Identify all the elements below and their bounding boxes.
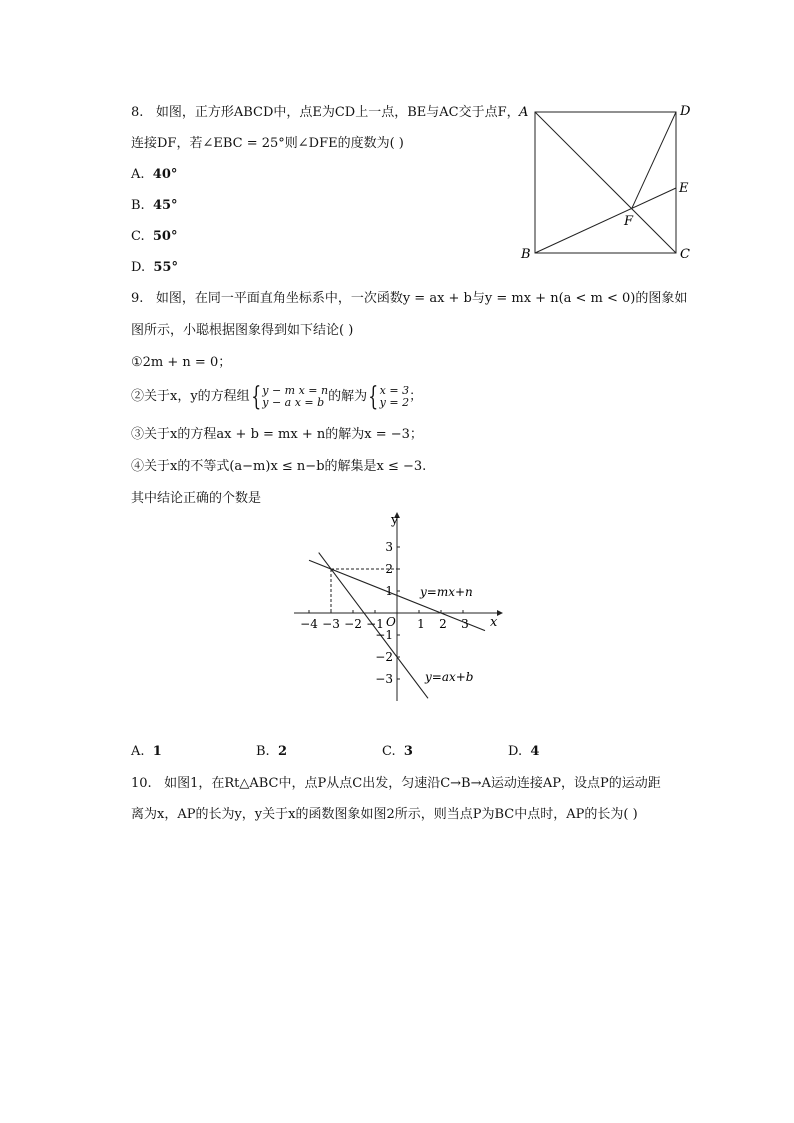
q9-coordinate-graph [280,505,520,705]
x-tick-label: −2 [344,617,362,631]
diagonal-ac [535,112,676,253]
q9-conclusion-4: ④关于x的不等式(a−m)x ≤ n−b的解集是x ≤ −3. [131,459,427,474]
origin-label: O [386,615,396,629]
option-letter: C. [382,744,396,759]
q9-number: 9. [131,291,144,306]
label-d: D [680,104,691,119]
q9-conclusion-1: ①2m + n = 0； [131,355,232,370]
q8-option-d[interactable] [131,259,178,277]
q9-option-d[interactable] [508,743,539,761]
q10-line1 [131,775,661,793]
q9-option-b[interactable] [256,743,287,761]
y-tick-label: 3 [385,540,393,554]
option-value: 2 [277,744,287,759]
q10-stem-line2: 离为x，AP的长为y，y关于x的函数图象如图2所示，则当点P为BC中点时，AP的长为( ) [131,807,638,822]
q8-line1 [131,104,520,122]
q9-option-c[interactable] [382,743,413,761]
x-tick-label: −3 [322,617,340,631]
option-letter: C. [131,229,145,244]
equation-system [262,385,328,409]
solution-system [380,385,409,409]
x-axis-arrow [497,610,503,616]
q10-number: 10. [131,776,152,791]
label-e: E [679,181,689,196]
option-value: 4 [530,744,540,759]
option-value: 50° [152,229,178,244]
system-eq1: y − m x = n [262,384,329,397]
q9-option-a[interactable] [131,743,162,761]
option-value: 1 [152,744,162,759]
label-c: C [680,247,690,262]
solution-x: x = 3 [379,384,410,397]
y-tick-label: −1 [375,628,393,642]
option-letter: A. [131,167,145,182]
y-axis-label: y [391,513,399,528]
y-tick-label: −3 [375,672,393,686]
label-b: B [521,247,531,262]
segment-df [632,112,676,208]
q8-stem-line1: 如图，正方形ABCD中，点E为CD上一点，BE与AC交于点F， [155,105,520,120]
option-letter: B. [131,198,145,213]
option-letter: D. [508,744,523,759]
left-brace: { [250,382,261,412]
q9-stem-line1: 如图，在同一平面直角坐标系中，一次函数y = ax + b与y = mx + n(a < m < 0)的图象如 [155,291,688,306]
option-value: 40° [152,167,178,182]
q9-line1 [131,290,687,308]
option-value: 55° [153,260,178,275]
c2-prefix: ②关于x，y的方程组 [131,389,250,404]
option-value: 3 [403,744,413,759]
q8-option-a[interactable] [131,166,177,184]
solution-y: y = 2 [379,396,410,409]
y-tick-label: 2 [385,562,393,576]
line-ax-plus-b-label: y=ax+b [425,670,474,684]
y-tick-label: 1 [385,584,393,598]
x-tick-label: −4 [300,617,318,631]
option-value: 45° [152,198,178,213]
q9-stem-line2: 图所示，小聪根据图象得到如下结论( ) [131,323,354,338]
option-letter: A. [131,744,145,759]
q8-option-c[interactable] [131,228,177,246]
label-a: A [519,105,529,120]
x-axis-label: x [490,615,498,630]
x-tick-label: 3 [461,617,469,631]
q9-conclusion-2 [131,384,422,414]
q8-stem-line2: 连接DF，若∠EBC = 25°则∠DFE的度数为( ) [131,136,404,151]
left-brace: { [368,382,379,412]
option-letter: D. [131,260,146,275]
q8-option-b[interactable] [131,197,178,215]
option-letter: B. [256,744,270,759]
x-tick-label: 2 [439,617,447,631]
segment-be [535,188,676,253]
x-tick-label: 1 [417,617,425,631]
q8-square-figure [515,100,695,265]
q9-conclusion-3: ③关于x的方程ax + b = mx + n的解为x = −3； [131,427,423,442]
q8-number: 8. [131,105,144,120]
system-eq2: y − a x = b [262,396,325,409]
q10-stem-line1: 如图1，在Rt△ABC中，点P从点C出发，匀速沿C→B→A运动连接AP，设点P的运动距 [164,776,661,791]
x-tick-label: −1 [366,617,384,631]
line-mx-plus-n-label: y=mx+n [420,585,473,599]
label-f: F [624,214,634,229]
c2-mid: 的解为 [328,389,368,404]
c2-end: ； [409,389,423,404]
y-tick-label: −2 [375,650,393,664]
q9-question: 其中结论正确的个数是 [131,491,262,506]
